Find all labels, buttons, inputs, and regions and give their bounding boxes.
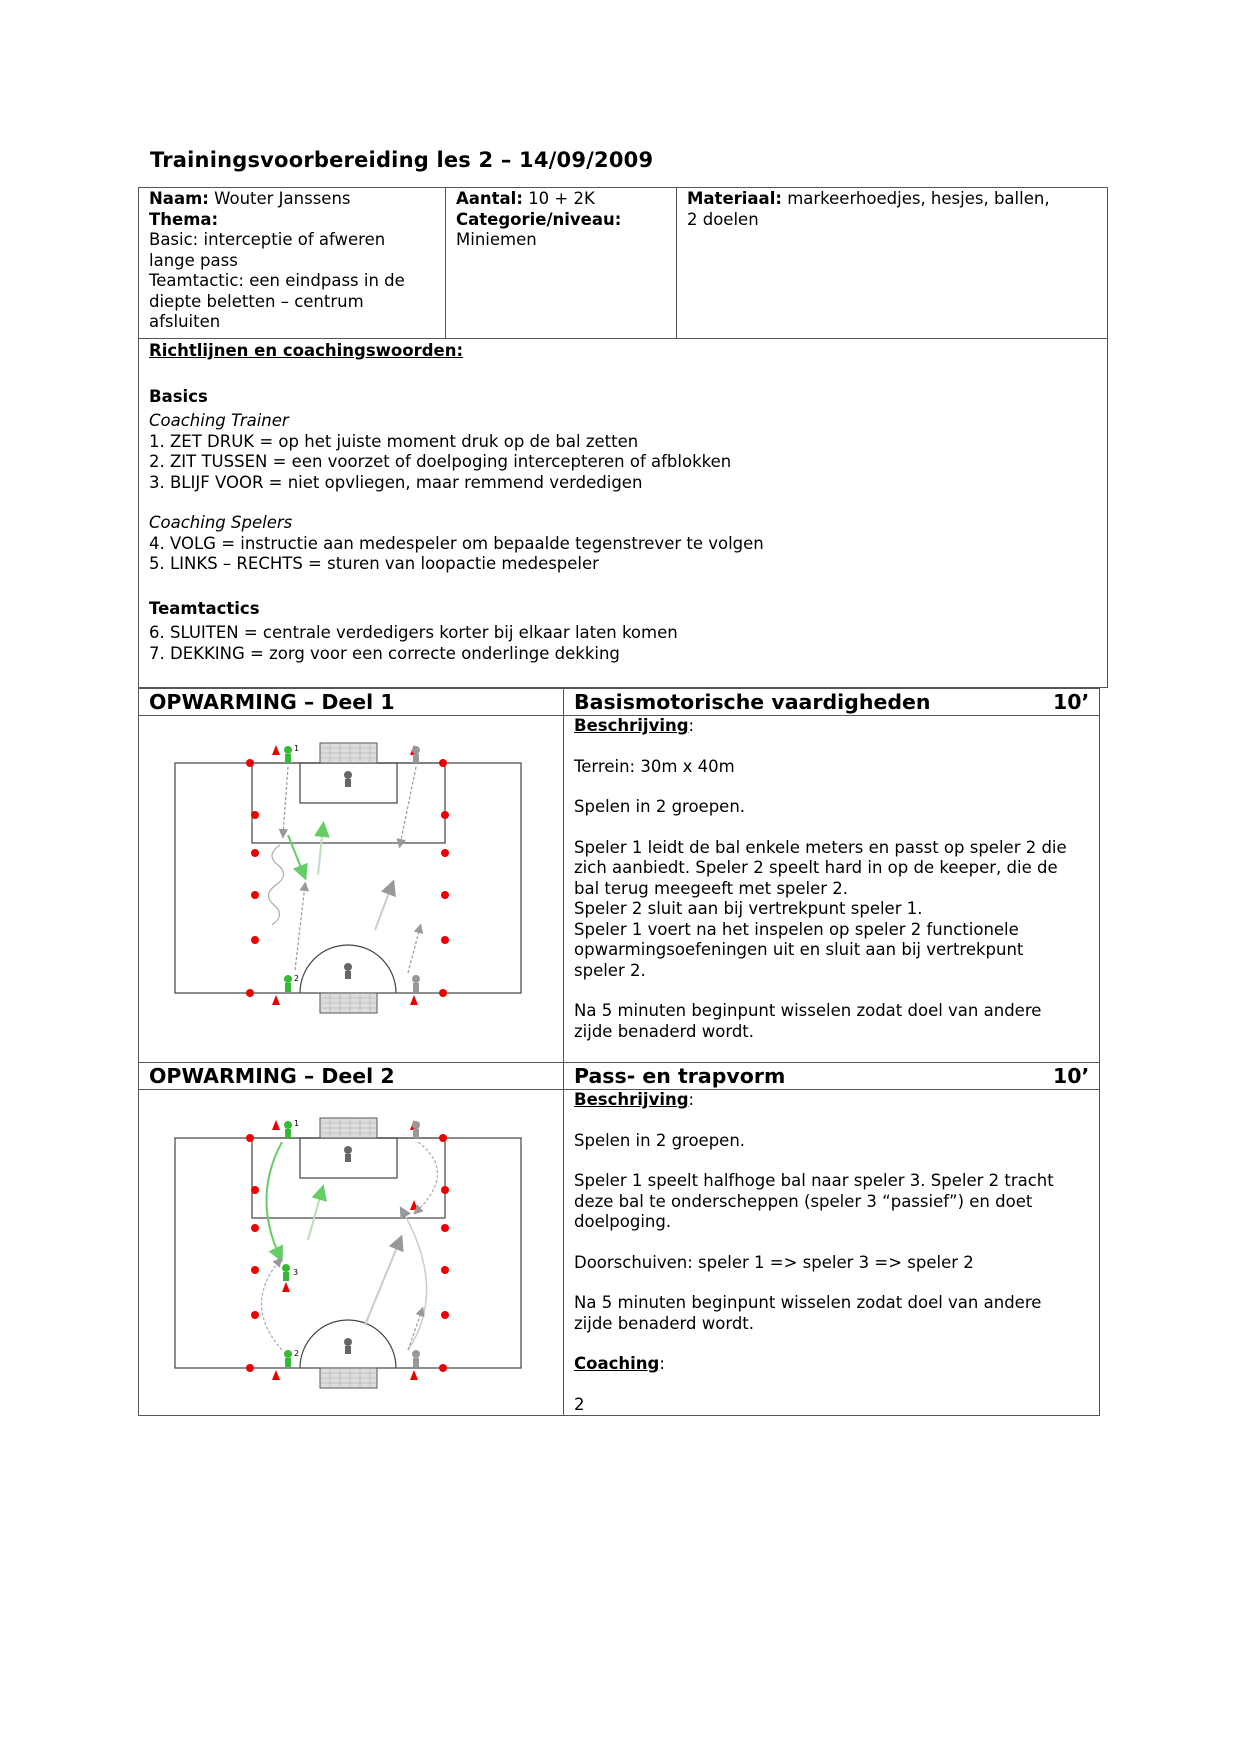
section1-right-title: Basismotorische vaardigheden <box>574 690 931 714</box>
desc-line: speler 2. <box>574 960 646 980</box>
guideline-item: 4. VOLG = instructie aan medespeler om bepaalde tegenstrever te volgen <box>149 533 764 553</box>
desc-line: Speler 2 sluit aan bij vertrekpunt speler 1. <box>574 899 923 918</box>
guideline-item: 6. SLUITEN = centrale verdedigers korter bij elkaar laten komen <box>149 623 678 642</box>
desc-colon: : <box>688 1090 695 1109</box>
desc-line: zich aanbiedt. Speler 2 speelt hard in op de keeper, die de <box>574 858 1058 877</box>
divider <box>445 187 446 339</box>
section2-duration: 10’ <box>1053 1064 1090 1088</box>
field-outline <box>175 763 521 993</box>
materiaal-value: markeerhoedjes, hesjes, ballen, <box>787 189 1050 208</box>
coaching-colon: : <box>659 1354 665 1373</box>
guidelines-heading: Richtlijnen en coachingswoorden: <box>149 341 464 360</box>
drill-diagram-2 <box>170 1110 530 1400</box>
page-title: Trainingsvoorbereiding les 2 – 14/09/2009 <box>150 148 654 172</box>
info-cell-materiaal <box>687 189 1102 230</box>
thema-line: Teamtactic: een eindpass in de <box>149 271 405 290</box>
desc-line: doelpoging. <box>574 1212 672 1231</box>
desc-line: Speler 1 voert na het inspelen op speler 2 functionele <box>574 919 1019 939</box>
rotation-text: Doorschuiven: speler 1 => speler 3 => speler 2 <box>574 1252 974 1272</box>
player-label: 3 <box>293 1268 299 1277</box>
field-outline <box>175 1138 521 1368</box>
naam-value: Wouter Janssens <box>214 189 351 208</box>
players <box>284 746 420 992</box>
divider <box>676 187 677 339</box>
player-label: 1 <box>294 744 300 753</box>
teamtactics-heading: Teamtactics <box>149 598 260 618</box>
materiaal-label: Materiaal: <box>687 189 782 208</box>
guidelines-content <box>149 341 1099 664</box>
coaching-value: 2 <box>574 1394 585 1414</box>
drill-diagram-1 <box>170 735 530 1025</box>
section1-description <box>574 716 1094 1042</box>
categorie-label: Categorie/niveau: <box>456 209 622 229</box>
thema-line: lange pass <box>149 250 238 270</box>
desc-label: Beschrijving <box>574 1090 689 1109</box>
desc-line: deze bal te onderscheppen (speler 3 “passief”) en doet <box>574 1191 1033 1211</box>
desc-line: zijde benaderd wordt. <box>574 1021 755 1041</box>
section1-left-title: OPWARMING – Deel 1 <box>149 690 395 714</box>
categorie-value: Miniemen <box>456 230 537 249</box>
desc-line: Na 5 minuten beginpunt wisselen zodat doel van andere <box>574 1293 1042 1312</box>
info-cell-aantal <box>456 189 671 251</box>
thema-line: Basic: interceptie of afweren <box>149 230 386 249</box>
coaching-spelers-heading: Coaching Spelers <box>149 513 293 532</box>
desc-line: Na 5 minuten beginpunt wisselen zodat doel van andere <box>574 1001 1042 1020</box>
desc-line: bal terug meegeeft met speler 2. <box>574 878 849 898</box>
basics-heading: Basics <box>149 386 208 406</box>
player-label: 2 <box>294 974 300 983</box>
section2-right-title: Pass- en trapvorm <box>574 1064 786 1088</box>
desc-line: zijde benaderd wordt. <box>574 1313 755 1333</box>
materiaal-value: 2 doelen <box>687 209 759 229</box>
groups-text: Spelen in 2 groepen. <box>574 1130 746 1150</box>
thema-label: Thema: <box>149 209 219 229</box>
info-cell-naam <box>149 189 439 333</box>
pass-arrows <box>261 1142 437 1350</box>
section2-left-title: OPWARMING – Deel 2 <box>149 1064 395 1088</box>
aantal-label: Aantal: <box>456 189 523 208</box>
guideline-item: 3. BLIJF VOOR = niet opvliegen, maar remmend verdedigen <box>149 472 643 492</box>
section1-duration: 10’ <box>1053 690 1090 714</box>
thema-line: afsluiten <box>149 312 221 331</box>
desc-line: Speler 1 speelt halfhoge bal naar speler 3. Speler 2 tracht <box>574 1171 1054 1190</box>
desc-line: Speler 1 leidt de bal enkele meters en passt op speler 2 die <box>574 837 1067 857</box>
groups-text: Spelen in 2 groepen. <box>574 797 746 816</box>
divider <box>563 1062 564 1416</box>
desc-line: opwarmingsoefeningen uit en sluit aan bij vertrekpunt <box>574 940 1024 959</box>
player-label: 2 <box>294 1349 300 1358</box>
guideline-item: 1. ZET DRUK = op het juiste moment druk op de bal zetten <box>149 431 639 451</box>
desc-colon: : <box>688 716 695 735</box>
terrain-text: Terrein: 30m x 40m <box>574 756 735 776</box>
coaching-trainer-heading: Coaching Trainer <box>149 411 289 430</box>
guideline-item: 7. DEKKING = zorg voor een correcte onderlinge dekking <box>149 643 620 663</box>
thema-line: diepte beletten – centrum <box>149 291 364 311</box>
aantal-value: 10 + 2K <box>528 189 595 208</box>
section2-description <box>574 1090 1094 1415</box>
naam-label: Naam: <box>149 189 209 208</box>
desc-label: Beschrijving <box>574 716 689 735</box>
coaching-label: Coaching <box>574 1354 660 1373</box>
guideline-item: 2. ZIT TUSSEN = een voorzet of doelpoging intercepteren of afblokken <box>149 452 732 471</box>
player-label: 1 <box>294 1119 300 1128</box>
guideline-item: 5. LINKS – RECHTS = sturen van loopactie medespeler <box>149 554 599 573</box>
divider <box>563 688 564 1063</box>
